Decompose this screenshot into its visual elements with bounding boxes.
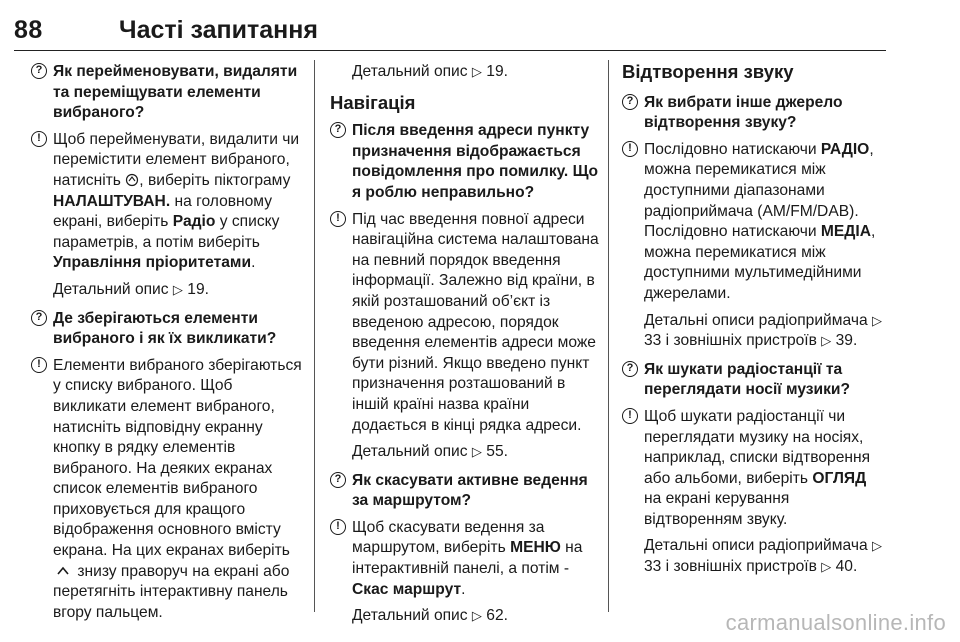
detail-reference: Детальні описи радіоприймача ▷ 33 і зовнішніх пристроїв ▷ 39. — [644, 311, 882, 350]
question-mark-icon: ? — [31, 310, 47, 326]
column-1 — [31, 62, 303, 629]
exclamation-mark-icon: ! — [31, 357, 47, 373]
detail-reference: Детальні описи радіоприймача ▷ 33 і зовнішніх пристроїв ▷ 40. — [644, 537, 882, 576]
exclamation-mark-icon: ! — [622, 408, 638, 424]
exclamation-mark-icon: ! — [31, 131, 47, 147]
question-mark-icon: ? — [330, 122, 346, 138]
answer: ! Щоб шукати радіостанції чи переглядати музику на носіях, наприклад, списки відтворення або альбоми, виберіть ОГЛЯД на екрані керування відтворенням звуку. — [622, 407, 884, 531]
page-title: Часті запитання — [119, 16, 318, 44]
page-header — [14, 14, 886, 51]
exclamation-mark-icon: ! — [622, 141, 638, 157]
reference-arrow-icon: ▷ — [821, 333, 832, 349]
answer: ! Послідовно натискаючи РАДІО, можна перемикатися між доступними діапазонами радіоприймача (AM/FM/DAB). Послідовно натискаючи МЕДІА, можна перемикатися між доступними мультимедійними джерелами. — [622, 140, 884, 305]
column-2 — [330, 62, 606, 635]
answer: ! Під час введення повної адреси навігаційна система налаштована на певний порядок введення інформації. Залежно від країни, в якій розташований об’єкт із введеною адресою, порядок введення елементів адреси може бути різний. Якщо введено пункт призначення розташований в іншій країні назва країни додається в кінці рядка адреси. — [330, 210, 606, 437]
question-mark-icon: ? — [330, 472, 346, 488]
favorite-settings-icon — [125, 173, 139, 187]
reference-arrow-icon: ▷ — [172, 281, 183, 297]
reference-arrow-icon: ▷ — [821, 559, 832, 575]
detail-reference: Детальний опис ▷ 19. — [53, 280, 209, 298]
reference-arrow-icon: ▷ — [871, 312, 882, 328]
exclamation-mark-icon: ! — [330, 519, 346, 535]
answer: ! Щоб перейменувати, видалити чи перемістити елемент вибраного, натисніть , виберіть піктограму НАЛАШТУВАН. на головному екрані, виберіть Радіо у списку параметрів, а потім виберіть Управління пріоритетами. — [31, 130, 303, 274]
column-divider — [608, 60, 609, 612]
reference-arrow-icon: ▷ — [471, 64, 482, 79]
chevron-up-icon — [56, 564, 70, 578]
question: ? Як перейменовувати, видаляти та переміщувати елементи вибраного? — [31, 62, 303, 124]
column-3 — [622, 62, 884, 586]
question: ? Як скасувати активне ведення за маршрутом? — [330, 471, 606, 512]
detail-reference: Детальний опис ▷ 55. — [352, 443, 508, 461]
question-mark-icon: ? — [622, 94, 638, 110]
reference-arrow-icon: ▷ — [871, 538, 882, 554]
answer: ! Елементи вибраного зберігаються у списку вибраного. Щоб викликати елемент вибраного, натисніть відповідну екранну кнопку в рядку елементів вибраного. На деяких екранах список елементів вибраного приховується для кращого відображення основного вмісту екрана. На цих екранах виберіть знизу праворуч на екрані або перетягніть інтерактивну панель вгору пальцем. — [31, 356, 303, 624]
answer: ! Щоб скасувати ведення за маршрутом, виберіть МЕНЮ на інтерактивній панелі, а потім - Скас маршрут. — [330, 518, 606, 600]
question: ? Як вибрати інше джерело відтворення звуку? — [622, 93, 884, 134]
question-mark-icon: ? — [622, 361, 638, 377]
watermark: carmanualsonline.info — [725, 610, 946, 635]
question: ? Як шукати радіостанції та переглядати носії музики? — [622, 360, 884, 401]
question-mark-icon: ? — [31, 63, 47, 79]
question: ? Після введення адреси пункту призначення відображається повідомлення про помилку. Що я роблю неправильно? — [330, 121, 606, 203]
column-divider — [314, 60, 315, 612]
reference-arrow-icon: ▷ — [471, 608, 482, 624]
detail-reference: Детальний опис ▷ 19. — [352, 63, 508, 80]
exclamation-mark-icon: ! — [330, 211, 346, 227]
section-heading: Навігація — [330, 91, 416, 113]
question: ? Де зберігаються елементи вибраного і як їх викликати? — [31, 309, 303, 350]
page-number: 88 — [14, 16, 43, 44]
reference-arrow-icon: ▷ — [471, 444, 482, 460]
section-heading: Відтворення звуку — [622, 61, 794, 82]
detail-reference: Детальний опис ▷ 62. — [352, 607, 508, 625]
